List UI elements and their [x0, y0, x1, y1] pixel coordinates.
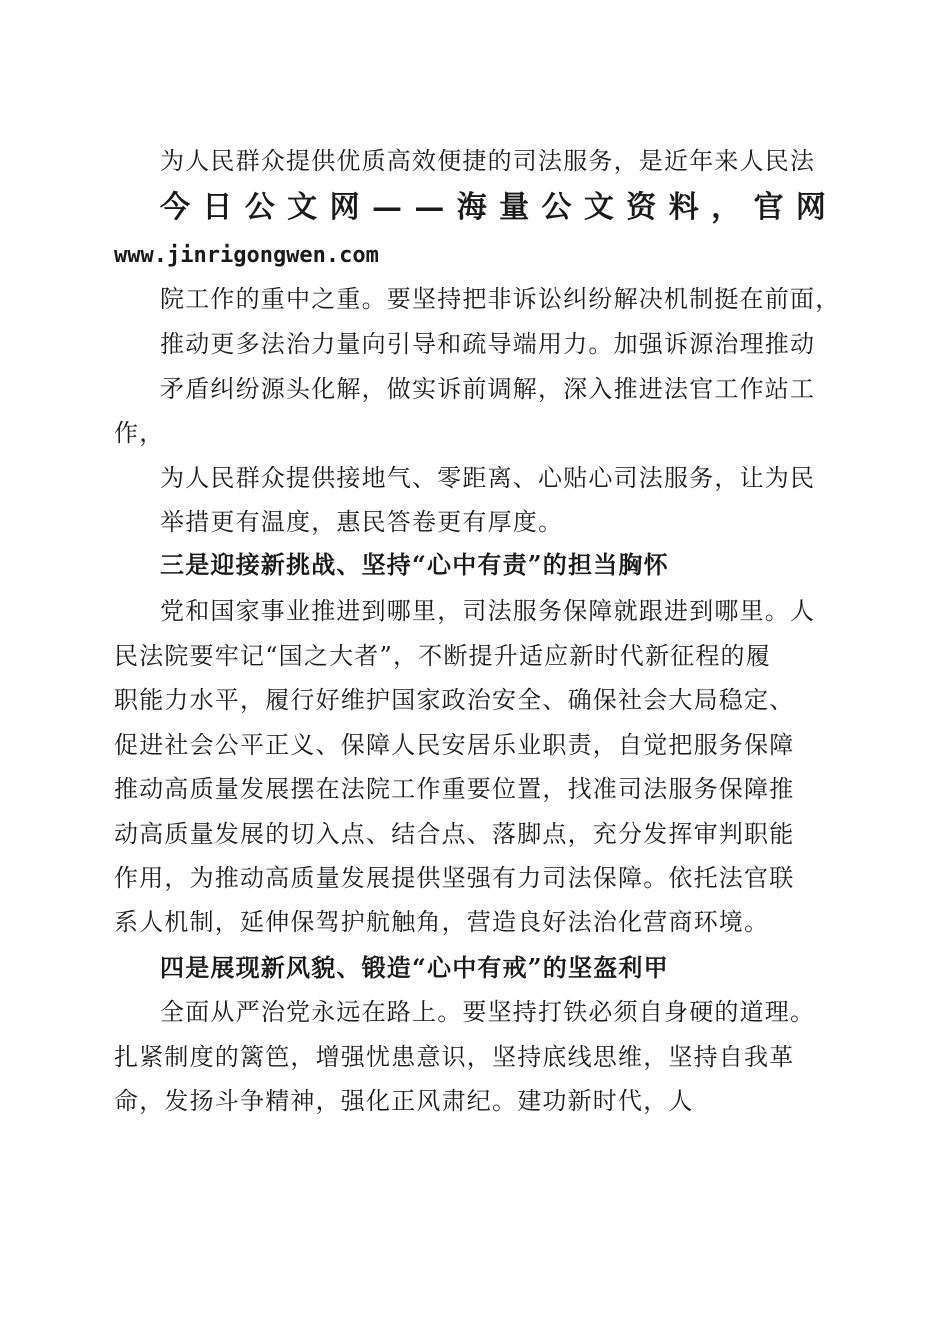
watermark-char: 文 — [583, 190, 614, 225]
paragraph-line: 矛盾纠纷源头化解，做实诉前调解，深入推进法官工作站工 — [160, 375, 816, 403]
watermark-char: 网 — [329, 190, 360, 225]
watermark-char: 海 — [456, 190, 487, 225]
watermark-char: 日 — [202, 190, 233, 225]
paragraph-line: 举措更有温度，惠民答卷更有厚度。 — [160, 508, 564, 536]
watermark-char: — — [371, 190, 402, 225]
paragraph-line: 院工作的重中之重。要坚持把非诉讼纠纷解决机制挺在前面， — [160, 285, 841, 313]
watermark-char: 量 — [499, 190, 530, 225]
watermark-char: ， — [711, 190, 742, 225]
watermark-char: 网 — [795, 190, 826, 225]
watermark-char: 公 — [541, 190, 572, 225]
paragraph-line: 促进社会公平正义、保障人民安居乐业职责，自觉把服务保障 — [114, 731, 795, 759]
paragraph-line: 系人机制，延伸保驾护航触角，营造良好法治化营商环境。 — [114, 908, 770, 936]
watermark-char: 今 — [160, 190, 190, 225]
paragraph-line: 为人民群众提供接地气、零距离、心贴心司法服务，让为民 — [160, 464, 816, 492]
paragraph-line: 民法院要牢记“国之大者”，不断提升适应新时代新征程的履 — [114, 642, 771, 670]
paragraph-line: 推动高质量发展摆在法院工作重要位置，找准司法服务保障推 — [114, 775, 795, 803]
section-heading-3: 三是迎接新挑战、坚持“心中有责”的担当胸怀 — [160, 550, 669, 579]
paragraph-line: 作， — [114, 419, 165, 447]
paragraph-line: 作用，为推动高质量发展提供坚强有力司法保障。依托法官联 — [114, 864, 795, 892]
watermark-char: 文 — [287, 190, 318, 225]
watermark-char: 料 — [668, 190, 699, 225]
watermark-char: 资 — [626, 190, 657, 225]
paragraph-line: 全面从严治党永远在路上。要坚持打铁必须自身硬的道理。 — [160, 998, 816, 1026]
paragraph-line: 扎紧制度的篱笆，增强忧患意识，坚持底线思维，坚持自我革 — [114, 1043, 795, 1071]
paragraph-line: 命，发扬斗争精神，强化正风肃纪。建功新时代，人 — [114, 1087, 694, 1115]
paragraph-line: 为人民群众提供优质高效便捷的司法服务，是近年来人民法 — [160, 147, 816, 175]
paragraph-line: 党和国家事业推进到哪里，司法服务保障就跟进到哪里。人 — [160, 597, 816, 625]
paragraph-line: 动高质量发展的切入点、结合点、落脚点，充分发挥审判职能 — [114, 820, 795, 848]
watermark-title — [160, 190, 826, 226]
paragraph-line: 推动更多法治力量向引导和疏导端用力。加强诉源治理推动 — [160, 330, 816, 358]
watermark-char: 官 — [753, 190, 784, 225]
watermark-url[interactable]: www.jinrigongwen.com — [114, 243, 379, 268]
section-heading-4: 四是展现新风貌、锻造“心中有戒”的坚盔利甲 — [160, 953, 669, 982]
watermark-char: — — [414, 190, 445, 225]
watermark-char: 公 — [244, 190, 275, 225]
paragraph-line: 职能力水平，履行好维护国家政治安全、确保社会大局稳定、 — [114, 686, 795, 714]
